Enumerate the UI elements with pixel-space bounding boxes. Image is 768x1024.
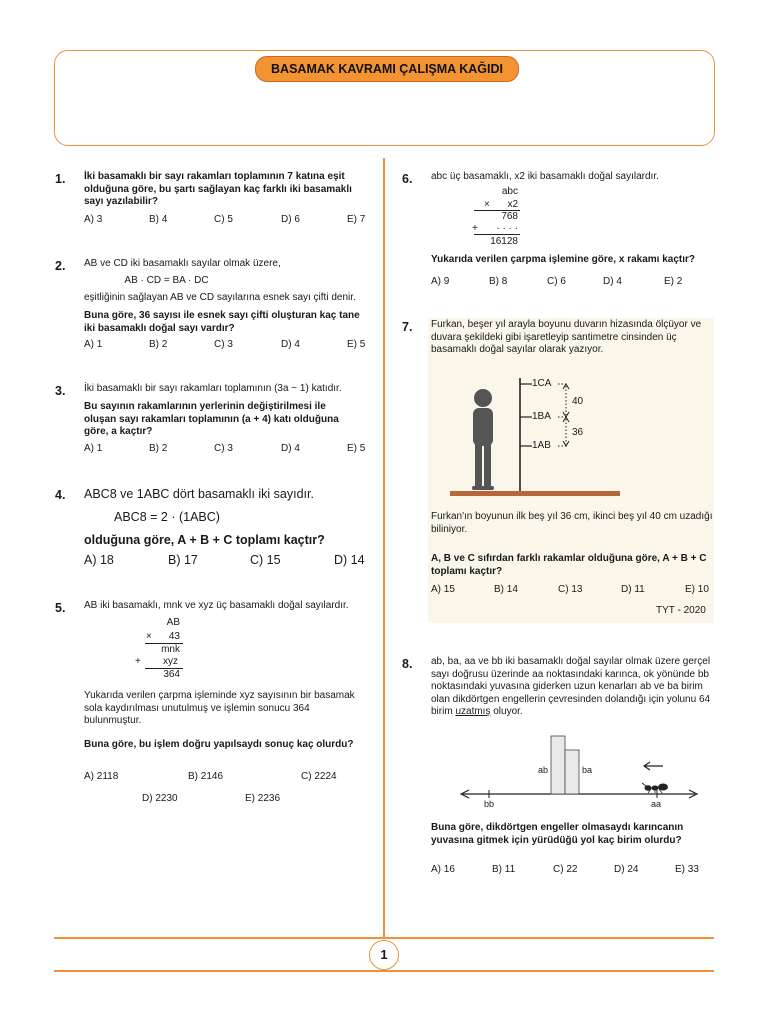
q6-option-a[interactable]: A) 9	[431, 276, 450, 287]
q1-number: 1.	[55, 172, 66, 186]
q8-rect-ab	[551, 736, 565, 794]
q1-option-a[interactable]: A) 3	[84, 214, 103, 225]
q5-mult-times: ×	[146, 631, 152, 642]
q1-text: İki basamaklı bir sayı rakamları toplamının 7 katına eşit olduğuna göre, bu şartı sağlayan kaç farklı iki basamaklı sayı yazılabilir?	[84, 171, 352, 207]
q6-option-c[interactable]: C) 6	[547, 276, 566, 287]
q6-mult-rule2	[474, 234, 520, 235]
q1-option-d[interactable]: D) 6	[281, 214, 300, 225]
q4-line1: ABC8 ve 1ABC dört basamaklı iki sayıdır.	[84, 487, 314, 501]
q5-option-d[interactable]: D) 2230	[142, 793, 178, 804]
q7-number: 7.	[402, 320, 413, 334]
q5-text: Yukarıda verilen çarpma işleminde xyz sayısının bir basamak sola kaydırılması unutulmuş ve işlemin sonucu 364 bulunmuştur.	[84, 690, 355, 726]
q7-person-icon	[472, 389, 494, 490]
q3-line1: İki basamaklı bir sayı rakamları toplamının (3a − 1) katıdır.	[84, 383, 342, 394]
q1-option-b[interactable]: B) 4	[149, 214, 168, 225]
q6-mult-row1: 768	[501, 211, 518, 222]
q4-question: olduğuna göre, A + B + C toplamı kaçtır?	[84, 533, 325, 547]
column-divider	[383, 158, 385, 938]
q8-option-e[interactable]: E) 33	[675, 864, 699, 875]
q5-mult-plus: +	[135, 656, 141, 667]
q3-option-d[interactable]: D) 4	[281, 443, 300, 454]
q7-option-d[interactable]: D) 11	[621, 584, 645, 595]
q7-option-b[interactable]: B) 14	[494, 584, 518, 595]
q8-label-bb: bb	[484, 799, 495, 809]
q2-option-b[interactable]: B) 2	[149, 339, 168, 350]
q6-mult-factor: x2	[507, 199, 518, 210]
page-title: BASAMAK KAVRAMI ÇALIŞMA KAĞIDI	[255, 56, 519, 82]
q6-mult-times: ×	[484, 199, 490, 210]
q8-option-b[interactable]: B) 11	[492, 864, 516, 875]
q5-mult-top: AB	[166, 617, 180, 628]
q6-option-b[interactable]: B) 8	[489, 276, 508, 287]
q2-equation: AB · CD = BA · DC	[124, 275, 209, 286]
q4-option-b[interactable]: B) 17	[168, 553, 198, 567]
q2-number: 2.	[55, 259, 66, 273]
q2-line1: AB ve CD iki basamaklı sayılar olmak üzere,	[84, 258, 281, 269]
q4-option-c[interactable]: C) 15	[250, 553, 281, 567]
q8-label-ab: ab	[538, 765, 549, 775]
q2-option-d[interactable]: D) 4	[281, 339, 300, 350]
q1-option-e[interactable]: E) 7	[347, 214, 366, 225]
q2-option-a[interactable]: A) 1	[84, 339, 103, 350]
q3-option-b[interactable]: B) 2	[149, 443, 168, 454]
q5-mult-row1: mnk	[161, 644, 180, 655]
q4-equation: ABC8 = 2 · (1ABC)	[114, 510, 220, 524]
q7-text2: Furkan'ın boyunun ilk beş yıl 36 cm, ikinci beş yıl 40 cm uzadığı biliniyor.	[431, 511, 713, 535]
q7-source: TYT - 2020	[656, 605, 706, 616]
q5-option-e[interactable]: E) 2236	[245, 793, 281, 804]
q6-number: 6.	[402, 172, 413, 186]
q6-mult-plus: +	[472, 223, 478, 234]
q3-option-a[interactable]: A) 1	[84, 443, 103, 454]
page-number: 1	[369, 940, 399, 970]
q5-number: 5.	[55, 601, 66, 615]
q8-text-a: ab, ba, aa ve bb iki basamaklı doğal sayılar olmak üzere gerçel sayı doğrusu üzerinde aa noktasındaki karınca, ok yönünde bb noktasındaki yuvasına giderken uzun kenarları ab ve ba birim olan dikdörtgen engellerin çevresinden dolandığı için yolunu 64 birim	[431, 656, 711, 717]
q8-option-d[interactable]: D) 24	[614, 864, 639, 875]
q8-text-b: oluyor.	[493, 706, 523, 717]
q5-mult-result: 364	[163, 669, 180, 680]
q8-option-a[interactable]: A) 16	[431, 864, 455, 875]
q4-option-a[interactable]: A) 18	[84, 553, 114, 567]
q7-question: A, B ve C sıfırdan farklı rakamlar olduğuna göre, A + B + C toplamı kaçtır?	[431, 553, 707, 577]
q3-number: 3.	[55, 384, 66, 398]
q7-mark-3: 1AB	[532, 440, 551, 451]
q5-option-c[interactable]: C) 2224	[301, 771, 337, 782]
q2-option-e[interactable]: E) 5	[347, 339, 366, 350]
q5-question: Buna göre, bu işlem doğru yapılsaydı sonuç kaç olurdu?	[84, 739, 354, 750]
q6-mult-top: abc	[501, 186, 518, 197]
q8-text-underlined: uzatmış	[455, 706, 491, 717]
q8-text	[431, 656, 716, 719]
q7-mark-1: 1CA	[532, 378, 552, 389]
q5-line1: AB iki basamaklı, mnk ve xyz üç basamaklı doğal sayılardır.	[84, 600, 349, 611]
q6-line1: abc üç basamaklı, x2 iki basamaklı doğal sayılardır.	[431, 171, 659, 182]
ant-icon	[642, 783, 668, 793]
q7-text: Furkan, beşer yıl arayla boyunu duvarın hizasında ölçüyor ve duvara şekildeki gibi işaretleyip santimetre cinsinden üç basamaklı doğal sayılar olarak yazıyor.	[431, 319, 702, 355]
q6-question: Yukarıda verilen çarpma işlemine göre, x rakamı kaçtır?	[431, 254, 696, 265]
q6-option-e[interactable]: E) 2	[664, 276, 683, 287]
q8-option-c[interactable]: C) 22	[553, 864, 578, 875]
q6-option-d[interactable]: D) 4	[603, 276, 622, 287]
q3-option-c[interactable]: C) 3	[214, 443, 233, 454]
q6-mult-row2: · · · ·	[496, 223, 518, 234]
q2-question: Buna göre, 36 sayısı ile esnek sayı çifti oluşturan kaç tane iki basamaklı doğal sayı vardır?	[84, 310, 360, 334]
q6-mult-result: 16128	[490, 236, 518, 247]
q7-gap-2: 36	[572, 427, 584, 438]
q3-question: Bu sayının rakamlarının yerlerinin değiştirilmesi ile oluşan sayı rakamları toplamının (a + 4) katı olduğuna göre, a kaçtır?	[84, 401, 339, 437]
q8-rect-ba	[565, 750, 579, 794]
q2-line2: eşitliğinin sağlayan AB ve CD sayılarına esnek sayı çifti denir.	[84, 292, 356, 303]
q4-number: 4.	[55, 488, 66, 502]
q4-option-d[interactable]: D) 14	[334, 553, 365, 567]
q2-option-c[interactable]: C) 3	[214, 339, 233, 350]
q7-option-c[interactable]: C) 13	[558, 584, 583, 595]
footer-line-bottom	[54, 970, 714, 972]
q7-mark-2: 1BA	[532, 411, 551, 422]
q5-option-a[interactable]: A) 2118	[84, 771, 119, 782]
q7-gap-1: 40	[572, 396, 584, 407]
q7-option-a[interactable]: A) 15	[431, 584, 455, 595]
q7-ground	[450, 491, 620, 496]
q8-label-aa: aa	[651, 799, 662, 809]
q1-option-c[interactable]: C) 5	[214, 214, 233, 225]
q8-number: 8.	[402, 657, 413, 671]
q5-option-b[interactable]: B) 2146	[188, 771, 224, 782]
q7-option-e[interactable]: E) 10	[685, 584, 709, 595]
q8-label-ba: ba	[582, 765, 593, 775]
footer-line-top	[54, 937, 714, 939]
q5-mult-row2: xyz	[163, 656, 178, 667]
q8-question: Buna göre, dikdörtgen engeller olmasaydı karıncanın yuvasına gitmek için yürüdüğü yol kaç birim olurdu?	[431, 822, 684, 846]
q3-option-e[interactable]: E) 5	[347, 443, 366, 454]
q5-mult-factor: 43	[168, 631, 180, 642]
